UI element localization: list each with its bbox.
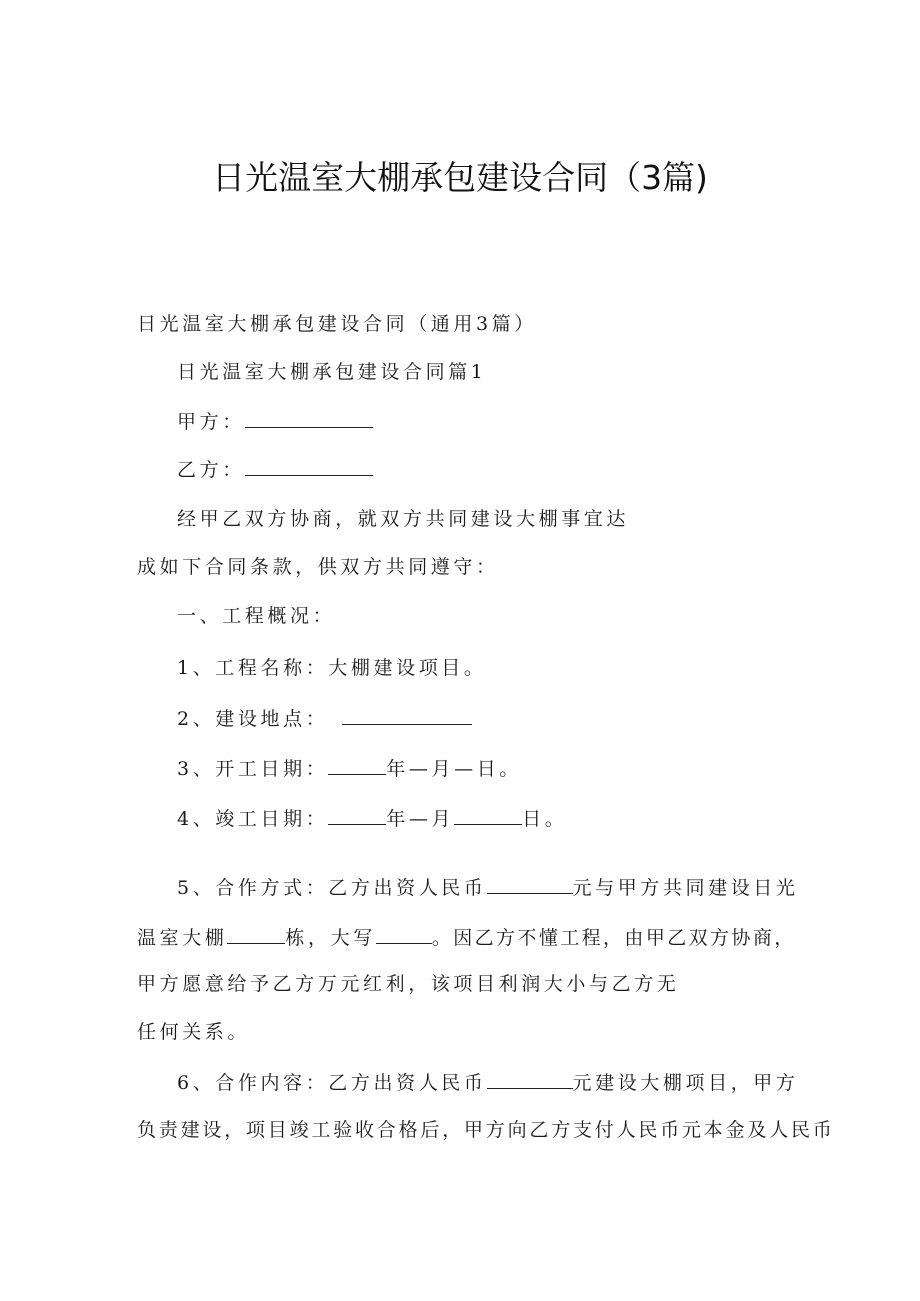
item-4-end: 日。: [522, 808, 568, 830]
document-subtitle: 日光温室大棚承包建设合同（通用3篇）: [137, 313, 537, 335]
item-6-line-1: [177, 1070, 799, 1095]
item-5-text-b: 元与甲方共同建设日光: [572, 877, 799, 899]
party-a-blank: [245, 409, 373, 428]
item-3-label: 3、开工日期：: [177, 758, 329, 780]
clause-heading-1: 一、工程概况：: [177, 605, 336, 627]
item-5-blank-count: [227, 925, 285, 944]
document-title: 日光温室大棚承包建设合同（3篇): [212, 158, 708, 197]
item-6-text-a: 6、合作内容：乙方出资人民币: [177, 1072, 487, 1094]
item-5-text-e: 。因乙方不懂工程，由甲乙双方协商，: [431, 927, 796, 949]
item-4-blank-1: [328, 806, 386, 825]
item-4-blank-2: [454, 806, 522, 825]
item-6-text-b: 元建设大棚项目，甲方: [572, 1072, 799, 1094]
item-5-line-4: 任何关系。: [137, 1021, 251, 1043]
item-1: 1、工程名称：大棚建设项目。: [177, 657, 487, 679]
intro-line-2: 成如下合同条款，供双方共同遵守：: [137, 556, 499, 578]
item-5-line-2: [137, 925, 796, 950]
item-5-line-1: [177, 875, 799, 900]
item-4: [177, 806, 567, 831]
item-2: [177, 706, 472, 731]
intro-line-1: 经甲乙双方协商，就双方共同建设大棚事宜达: [177, 508, 630, 530]
party-a-label: 甲方：: [177, 411, 245, 433]
item-4-label: 4、竣工日期：: [177, 808, 329, 830]
party-b-label: 乙方：: [177, 459, 245, 481]
item-3-date: 年—月—日。: [386, 758, 522, 780]
party-a-line: [177, 409, 373, 434]
item-6-line-2: 负责建设，项目竣工验收合格后，甲方向乙方支付人民币元本金及人民币: [137, 1119, 835, 1141]
item-5-line-3: 甲方愿意给予乙方万元红利，该项目利润大小与乙方无: [137, 973, 680, 995]
item-6-blank-amount: [487, 1070, 573, 1089]
item-3: [177, 756, 522, 781]
item-5-text-d: 栋，大写: [285, 927, 376, 949]
section-heading: 日光温室大棚承包建设合同篇1: [177, 361, 487, 383]
party-b-line: [177, 457, 373, 482]
item-5-blank-amount: [487, 875, 573, 894]
item-3-blank: [328, 756, 386, 775]
item-5-blank-capital: [376, 925, 432, 944]
item-5-text-a: 5、合作方式：乙方出资人民币: [177, 877, 487, 899]
item-4-mid: 年—月: [386, 808, 455, 830]
item-5-text-c: 温室大棚: [137, 927, 228, 949]
item-2-blank: [342, 706, 472, 725]
item-2-label: 2、建设地点：: [177, 708, 329, 730]
party-b-blank: [245, 457, 373, 476]
